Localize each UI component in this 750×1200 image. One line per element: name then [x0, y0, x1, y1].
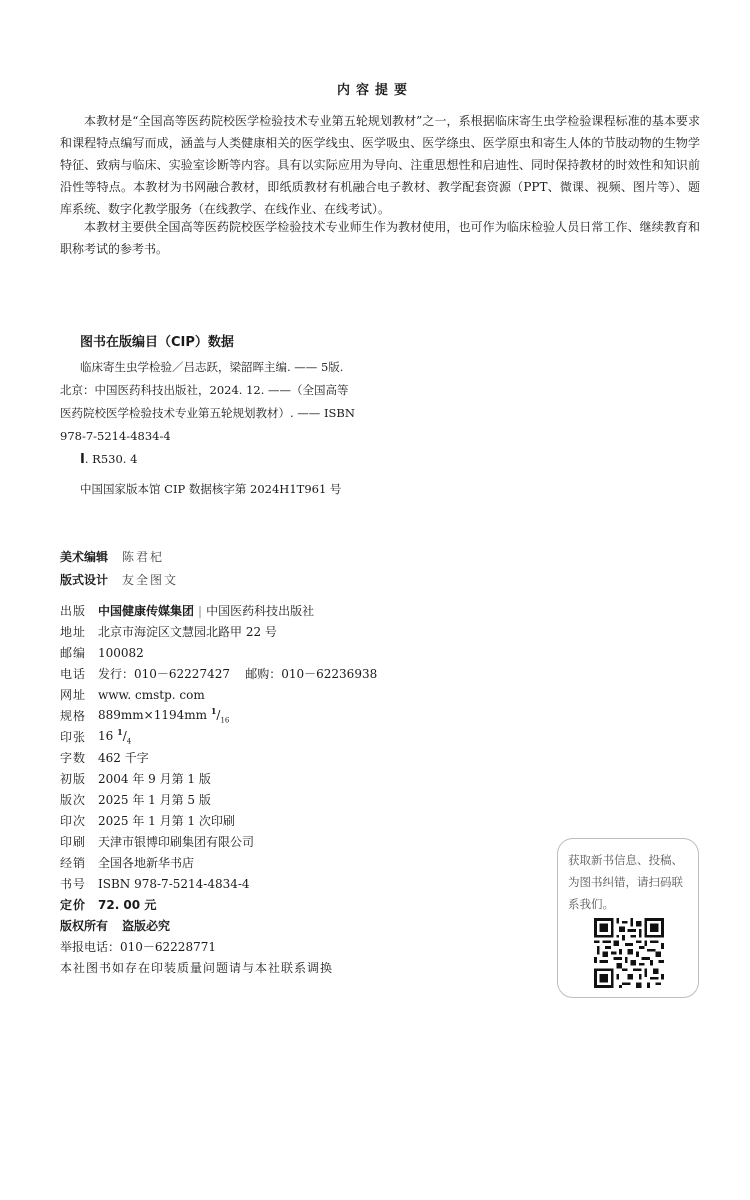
fraction-denominator: 16 — [220, 716, 230, 725]
info-printing — [60, 811, 377, 832]
info-isbn — [60, 874, 377, 895]
credit-layout-design — [60, 569, 178, 592]
credit-value: 陈君杞 — [122, 550, 165, 564]
copyright-notice — [60, 916, 377, 937]
qr-contact-box — [557, 838, 699, 998]
cip-line-2: 北京：中国医药科技出版社，2024. 12. ——（全国高等 — [60, 383, 349, 397]
info-format: 规格 889mm×1194mm $^1/_{16}$ — [60, 706, 377, 727]
info-value: 全国各地新华书店 — [98, 856, 195, 870]
qr-contact-text: 获取新书信息、投稿、为图书纠错，请扫码联系我们。 — [568, 853, 683, 911]
info-price — [60, 895, 377, 916]
piracy-warning: 盗版必究 — [122, 919, 171, 933]
qr-code-icon[interactable] — [594, 918, 664, 988]
info-value: 72. 00 元 — [98, 898, 157, 912]
rights-reserved: 版权所有 — [60, 919, 109, 933]
info-value: 2025 年 1 月第 5 版 — [98, 793, 211, 807]
info-value: 100082 — [98, 646, 144, 660]
summary-paragraph-2: 本教材主要供全国高等医药院校医学检验技术专业师生作为教材使用，也可作为临床检验人员日常工作、继续教育和职称考试的参考书。 — [60, 220, 700, 256]
info-value: ISBN 978-7-5214-4834-4 — [98, 877, 250, 891]
info-label: 版次 — [60, 793, 87, 807]
info-value: 发行：010－62227427 邮购：010－62236938 — [98, 667, 378, 681]
credit-value: 友全图文 — [122, 573, 179, 587]
fraction-numerator: 1 — [117, 727, 123, 738]
info-value: 2025 年 1 月第 1 次印刷 — [98, 814, 235, 828]
info-distributor — [60, 853, 377, 874]
cip-verification: 中国国家版本馆 CIP 数据核字第 2024H1T961 号 — [80, 482, 342, 496]
credits — [60, 546, 178, 592]
cip-class-code: . R530. 4 — [84, 452, 138, 466]
info-label: 规格 — [60, 709, 87, 723]
cip-record — [60, 356, 360, 448]
credit-label: 美术编辑 — [60, 550, 109, 564]
info-value: 16 — [98, 729, 114, 744]
info-label: 邮编 — [60, 646, 87, 660]
publisher-divider: | — [198, 604, 203, 618]
info-value: www. cmstp. com — [98, 688, 205, 702]
info-value: 2004 年 9 月第 1 版 — [98, 772, 211, 786]
publisher-name: 中国医药科技出版社 — [206, 604, 315, 618]
info-label: 网址 — [60, 688, 87, 702]
cip-line-3: 医药院校医学检验技术专业第五轮规划教材）. —— ISBN — [60, 406, 355, 420]
cip-classification — [80, 452, 137, 467]
cip-title: 图书在版编目（CIP）数据 — [80, 335, 234, 350]
info-label: 电话 — [60, 667, 87, 681]
info-label: 印次 — [60, 814, 87, 828]
cip-line-1: 临床寄生虫学检验／吕志跃，梁韶晖主编. —— 5版. — [80, 360, 344, 374]
info-label: 初版 — [60, 772, 87, 786]
info-label: 地址 — [60, 625, 87, 639]
info-label: 印张 — [60, 730, 87, 744]
info-label: 印刷 — [60, 835, 87, 849]
publication-info — [60, 601, 377, 979]
credit-art-editor — [60, 546, 178, 569]
quality-note: 本社图书如存在印装质量问题请与本社联系调换 — [60, 961, 334, 975]
credit-label: 版式设计 — [60, 573, 109, 587]
info-first-edition — [60, 769, 377, 790]
cip-class-roman: Ⅰ — [80, 452, 85, 467]
cip-line-4: 978-7-5214-4834-4 — [60, 429, 171, 443]
info-value: 北京市海淀区文慧园北路甲 22 号 — [98, 625, 277, 639]
info-postcode — [60, 643, 377, 664]
fraction-denominator: 4 — [126, 737, 132, 746]
publisher-group: 中国健康传媒集团 — [98, 604, 195, 618]
info-label: 定价 — [60, 898, 87, 912]
info-printer — [60, 832, 377, 853]
info-label: 经销 — [60, 856, 87, 870]
info-label: 字数 — [60, 751, 87, 765]
info-value: 889mm×1194mm — [98, 708, 208, 723]
info-edition — [60, 790, 377, 811]
summary-paragraph-1: 本教材是“全国高等医药院校医学检验技术专业第五轮规划教材”之一，系根据临床寄生虫学检验课程标准的基本要求和课程特点编写而成，涵盖与人类健康相关的医学线虫、医学吸虫、医学绦虫、医学原虫和寄生人体的节肢动物的生物学特征、致病与临床、实验室诊断等内容。具有以实际应用为导向、注重思想性和启迪性、同时保持教材的时效性和知识前沿性等特点。本教材为书网融合教材，即纸质教材有机融合电子教材、教学配套资源（PPT、微课、视频、图片等）、题库系统、数字化教学服务（在线教学、在线作业、在线考试）。 — [60, 114, 700, 216]
info-value: 462 千字 — [98, 751, 149, 765]
info-publisher — [60, 601, 377, 622]
info-phone — [60, 664, 377, 685]
info-value: 天津市银博印刷集团有限公司 — [98, 835, 255, 849]
info-sheets: 印张 16 $^1/_4$ — [60, 727, 377, 748]
info-address — [60, 622, 377, 643]
info-word-count — [60, 748, 377, 769]
fraction-numerator: 1 — [210, 706, 217, 717]
info-label: 书号 — [60, 877, 87, 891]
info-label: 出版 — [60, 604, 87, 618]
report-hotline: 举报电话：010－62228771 — [60, 940, 216, 954]
summary-title: 内容提要 — [336, 83, 413, 98]
